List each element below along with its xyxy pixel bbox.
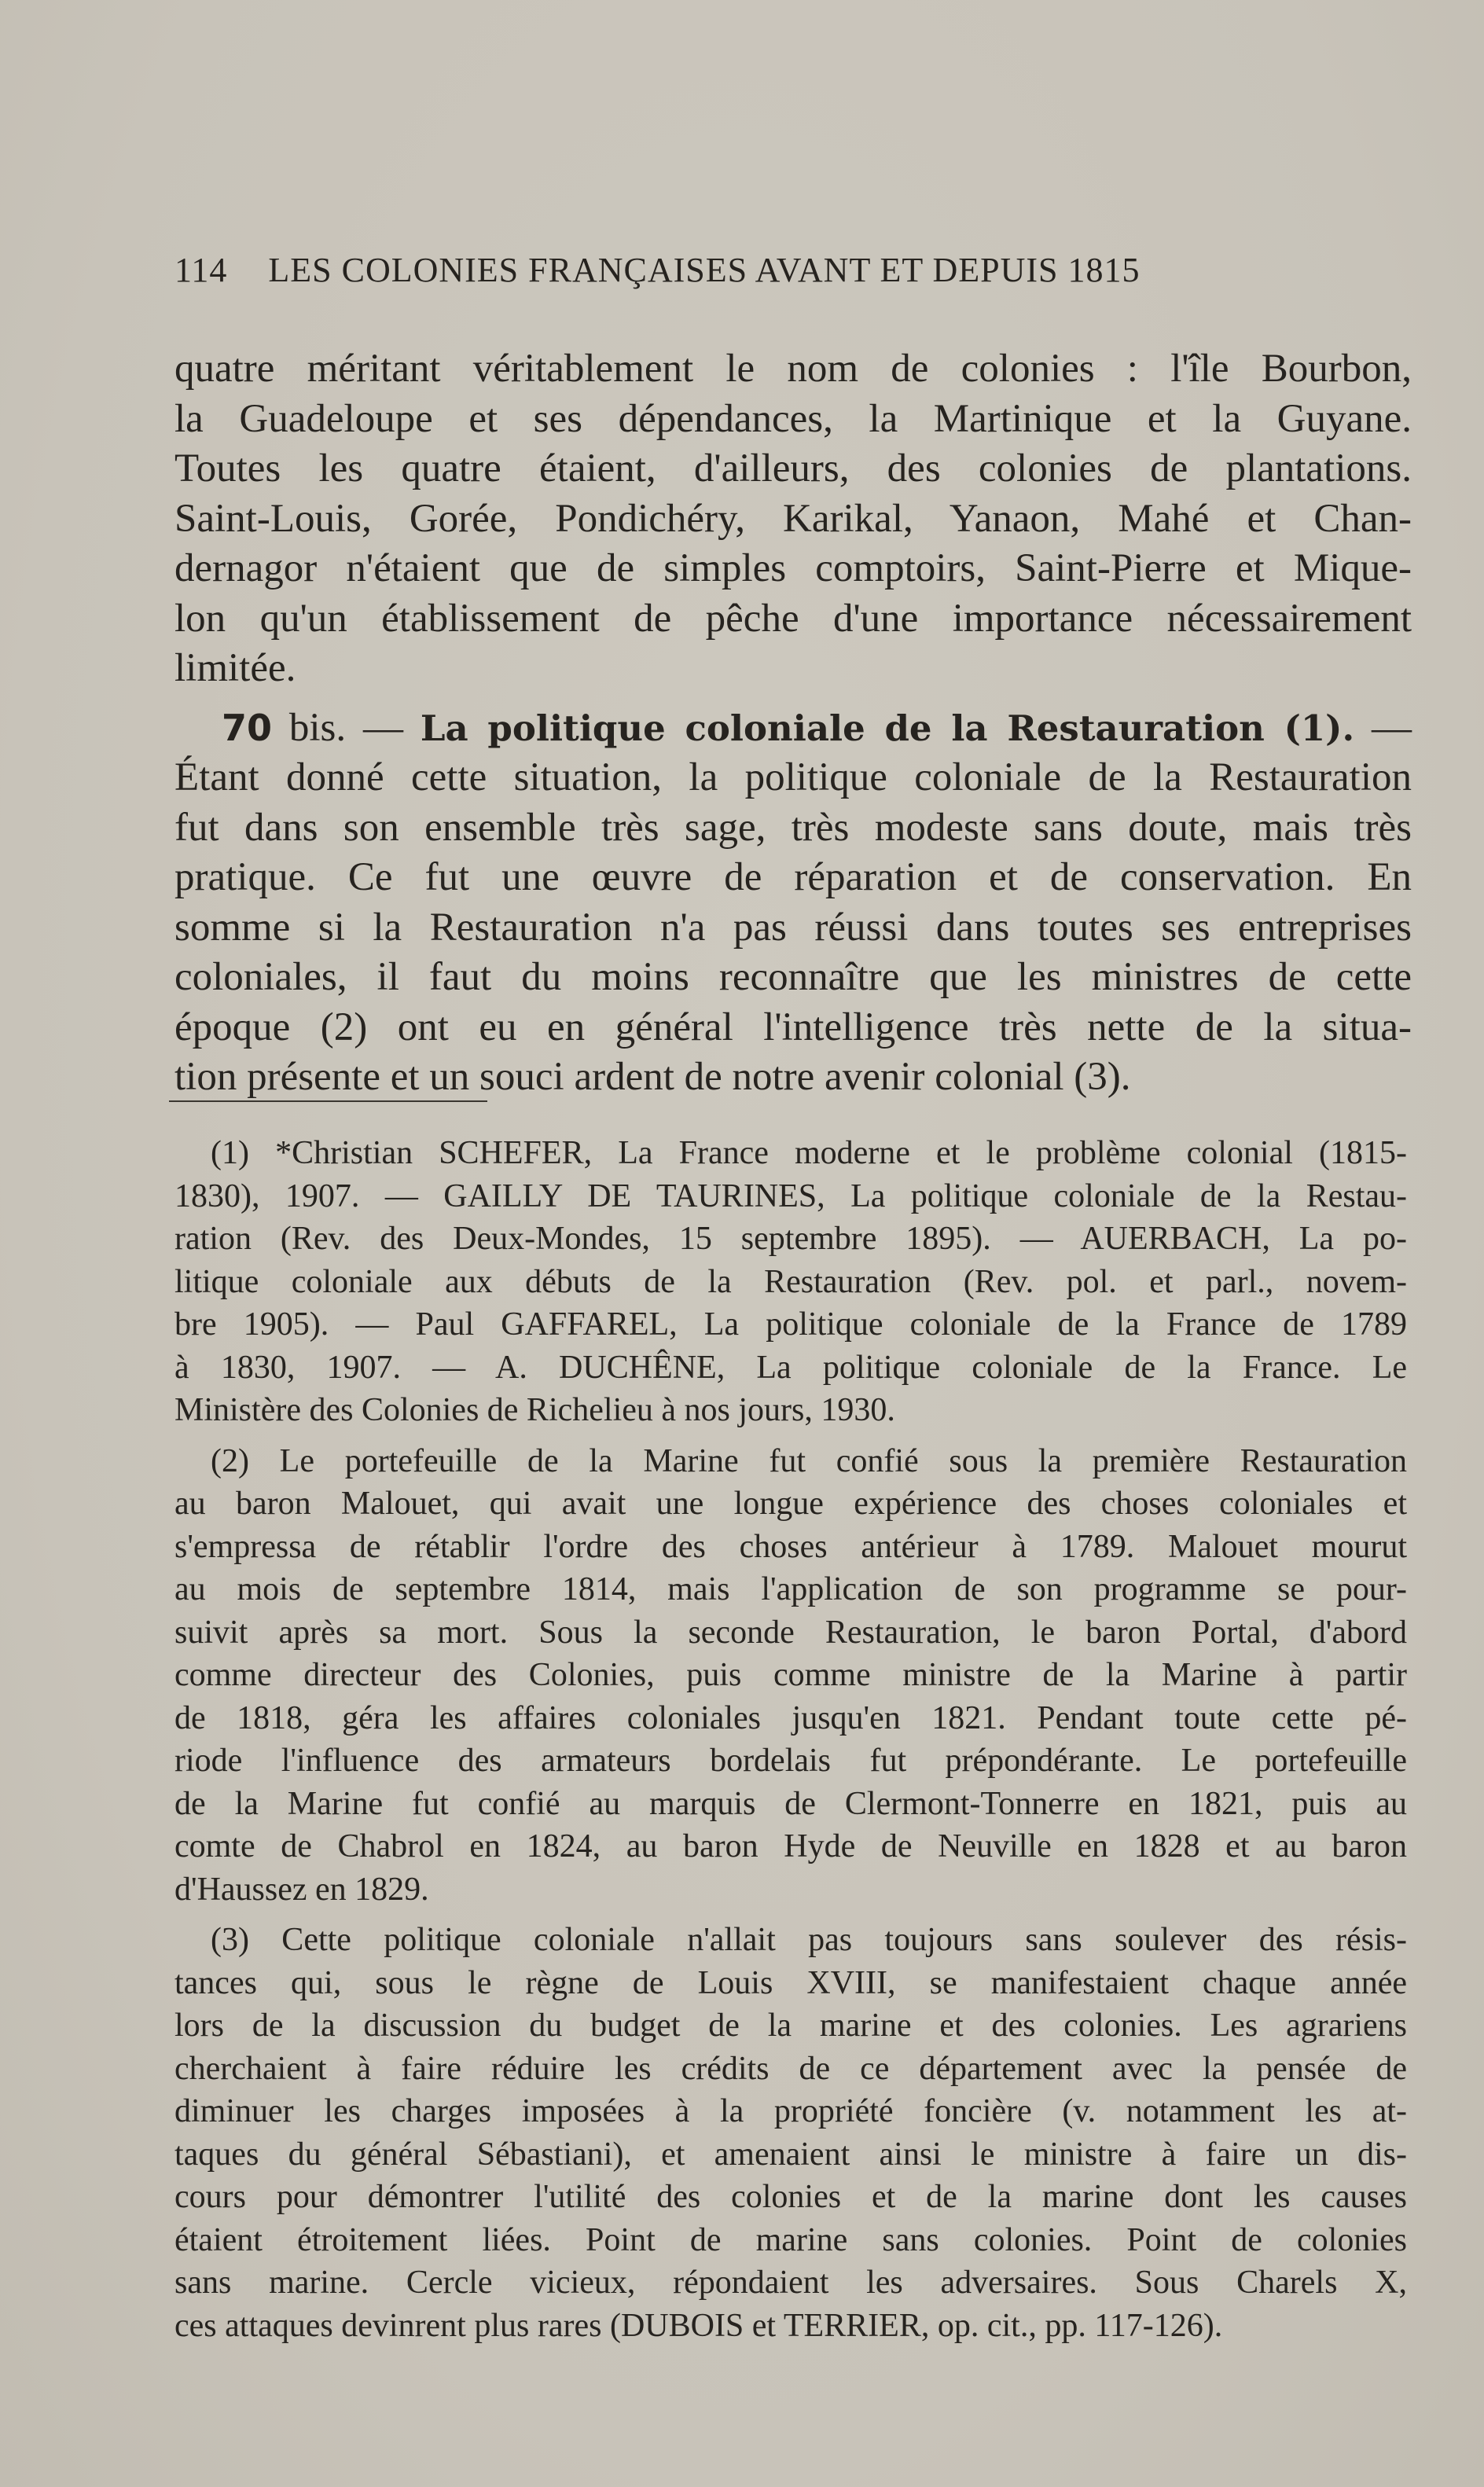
footnote-line: 1830), 1907. — GAILLY DE TAURINES, La politique coloniale de la Restau-: [174, 1177, 1407, 1214]
section-70-bis: [174, 703, 1412, 1103]
text-line: somme si la Restauration n'a pas réussi dans toutes ses entreprises: [174, 905, 1412, 950]
footnote-2: [174, 1440, 1407, 1912]
section-number: 70: [222, 706, 273, 749]
footnotes: [174, 1132, 1407, 2355]
text-line: pratique. Ce fut une œuvre de réparation et de conservation. En: [174, 855, 1412, 899]
page-number: 114: [174, 251, 228, 289]
main-text: [174, 344, 1412, 1103]
footnote-3: [174, 1919, 1407, 2347]
footnote-line: d'Haussez en 1829.: [174, 1871, 429, 1908]
footnote-line: diminuer les charges imposées à la propriété foncière (v. notamment les at-: [174, 2093, 1407, 2129]
text-line: époque (2) ont eu en général l'intelligence très nette de la situa-: [174, 1005, 1412, 1049]
footnote-line: comme directeur des Colonies, puis comme ministre de la Marine à partir: [174, 1657, 1407, 1693]
footnote-line: suivit après sa mort. Sous la seconde Restauration, le baron Portal, d'abord: [174, 1614, 1407, 1651]
footnote-line: lors de la discussion du budget de la marine et des colonies. Les agrariens: [174, 2008, 1407, 2044]
section-title: La politique coloniale de la Restauration (1).: [420, 707, 1355, 749]
footnote-line: (3) Cette politique coloniale n'allait pas toujours sans soulever des résis-: [211, 1922, 1407, 1958]
footnote-line: riode l'influence des armateurs bordelais fut prépondérante. Le portefeuille: [174, 1743, 1407, 1779]
footnote-line: Ministère des Colonies de Richelieu à nos jours, 1930.: [174, 1392, 895, 1428]
footnote-line: cours pour démontrer l'utilité des colonies et de la marine dont les causes: [174, 2179, 1407, 2215]
text-line: Toutes les quatre étaient, d'ailleurs, des colonies de plantations.: [174, 446, 1412, 490]
footnote-line: au mois de septembre 1814, mais l'application de son programme se pour-: [174, 1571, 1407, 1607]
footnote-line: de 1818, géra les affaires coloniales jusqu'en 1821. Pendant toute cette pé-: [174, 1699, 1407, 1736]
footnote-1: [174, 1132, 1407, 1432]
footnote-line: s'empressa de rétablir l'ordre des choses antérieur à 1789. Malouet mourut: [174, 1528, 1407, 1565]
footnote-line: taques du général Sébastiani), et amenaient ainsi le ministre à faire un dis-: [174, 2136, 1407, 2173]
footnote-line: litique coloniale aux débuts de la Restauration (Rev. pol. et parl., novem-: [174, 1263, 1407, 1300]
footnote-line: comte de Chabrol en 1824, au baron Hyde de Neuville en 1828 et au baron: [174, 1828, 1407, 1864]
footnote-line: ces attaques devinrent plus rares (DUBOIS et TERRIER, op. cit., pp. 117-126).: [174, 2307, 1223, 2344]
section-heading: [174, 703, 1412, 754]
footnote-line: sans marine. Cercle vicieux, répondaient les adversaires. Sous Charels X,: [174, 2265, 1407, 2301]
footnote-line: bre 1905). — Paul GAFFAREL, La politique coloniale de la France de 1789: [174, 1306, 1407, 1343]
text-line: dernagor n'étaient que de simples comptoirs, Saint-Pierre et Mique-: [174, 546, 1412, 590]
text-line: fut dans son ensemble très sage, très modeste sans doute, mais très: [174, 805, 1412, 850]
text-line: Étant donné cette situation, la politique coloniale de la Restauration: [174, 755, 1412, 799]
text-line: lon qu'un établissement de pêche d'une importance nécessairement: [174, 596, 1412, 641]
footnote-line: tances qui, sous le règne de Louis XVIII, se manifestaient chaque année: [174, 1964, 1407, 2001]
footnote-line: à 1830, 1907. — A. DUCHÊNE, La politique coloniale de la France. Le: [174, 1349, 1407, 1386]
text-line: quatre méritant véritablement le nom de colonies : l'île Bourbon,: [174, 347, 1412, 391]
footnote-line: de la Marine fut confié au marquis de Clermont-Tonnerre en 1821, puis au: [174, 1785, 1407, 1822]
running-title: LES COLONIES FRANÇAISES AVANT ET DEPUIS 1815: [268, 251, 1141, 289]
footnote-line: (2) Le portefeuille de la Marine fut confié sous la première Restauration: [211, 1442, 1407, 1479]
footnote-line: (1) *Christian SCHEFER, La France moderne et le problème colonial (1815-: [211, 1135, 1407, 1171]
footnote-line: étaient étroitement liées. Point de marine sans colonies. Point de colonies: [174, 2221, 1407, 2258]
text-line: limitée.: [174, 646, 296, 690]
text-line: la Guadeloupe et ses dépendances, la Martinique et la Guyane.: [174, 396, 1412, 441]
footnote-line: ration (Rev. des Deux-Mondes, 15 septembre 1895). — AUERBACH, La po-: [174, 1221, 1407, 1257]
paragraph-1: [174, 344, 1412, 694]
text-line: tion présente et un souci ardent de notre avenir colonial (3).: [174, 1055, 1131, 1099]
section-title-dash: —: [1354, 705, 1412, 750]
footnote-line: cherchaient à faire réduire les crédits de ce département avec la pensée de: [174, 2050, 1407, 2087]
footnote-line: au baron Malouet, qui avait une longue expérience des choses coloniales et: [174, 1486, 1407, 1522]
text-line: Saint-Louis, Gorée, Pondichéry, Karikal, Yanaon, Mahé et Chan-: [174, 496, 1412, 541]
footnote-divider: [169, 1100, 487, 1102]
section-number-suffix: bis.: [272, 705, 347, 750]
section-dash: —: [346, 705, 421, 750]
text-line: coloniales, il faut du moins reconnaître que les ministres de cette: [174, 955, 1412, 999]
running-header: [174, 250, 1338, 290]
